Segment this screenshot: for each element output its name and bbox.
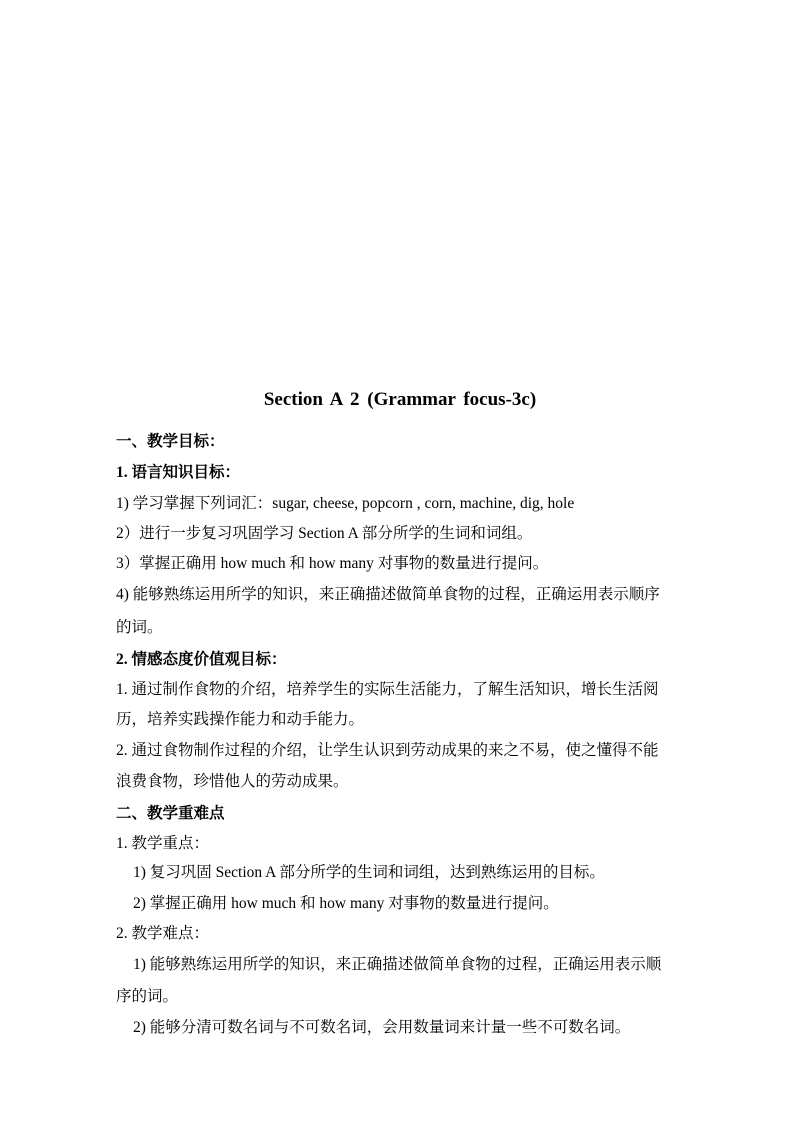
paragraph-line: 1. 通过制作食物的介绍，培养学生的实际生活能力，了解生活知识，增长生活阅 — [116, 681, 659, 698]
paragraph-line: 历，培养实践操作能力和动手能力。 — [116, 711, 365, 728]
paragraph-line: 2) 能够分清可数名词与不可数名词，会用数量词来计量一些不可数名词。 — [133, 1019, 631, 1036]
paragraph-line: 1. 教学重点： — [116, 835, 210, 852]
paragraph-line: 3）掌握正确用 how much 和 how many 对事物的数量进行提问。 — [116, 555, 549, 572]
paragraph-line: 2. 教学难点： — [116, 925, 210, 942]
paragraph-line: 1) 复习巩固 Section A 部分所学的生词和词组，达到熟练运用的目标。 — [133, 864, 605, 881]
paragraph-line: 4) 能够熟练运用所学的知识，来正确描述做简单食物的过程，正确运用表示顺序 — [116, 586, 660, 603]
section-heading-objectives: 一、教学目标： — [116, 433, 225, 450]
paragraph-line: 的词。 — [116, 619, 163, 636]
paragraph-line: 2. 通过食物制作过程的介绍，让学生认识到劳动成果的来之不易，使之懂得不能 — [116, 742, 659, 759]
paragraph-line: 2) 掌握正确用 how much 和 how many 对事物的数量进行提问。 — [133, 895, 559, 912]
section-heading-key-difficult: 二、教学重难点 — [116, 805, 225, 822]
subheading-language-knowledge: 1. 语言知识目标： — [116, 464, 241, 481]
paragraph-line: 浪费食物，珍惜他人的劳动成果。 — [116, 773, 349, 790]
paragraph-line: 2）进行一步复习巩固学习 Section A 部分所学的生词和词组。 — [116, 525, 533, 542]
paragraph-line: 序的词。 — [116, 988, 179, 1005]
document-title: Section A 2 (Grammar focus-3c) — [263, 389, 537, 410]
paragraph-line: 1) 能够熟练运用所学的知识，来正确描述做简单食物的过程，正确运用表示顺 — [133, 956, 662, 973]
subheading-emotion-values: 2. 情感态度价值观目标： — [116, 651, 287, 668]
paragraph-line: 1) 学习掌握下列词汇：sugar, cheese, popcorn , corn, machine, dig, hole — [116, 495, 575, 512]
